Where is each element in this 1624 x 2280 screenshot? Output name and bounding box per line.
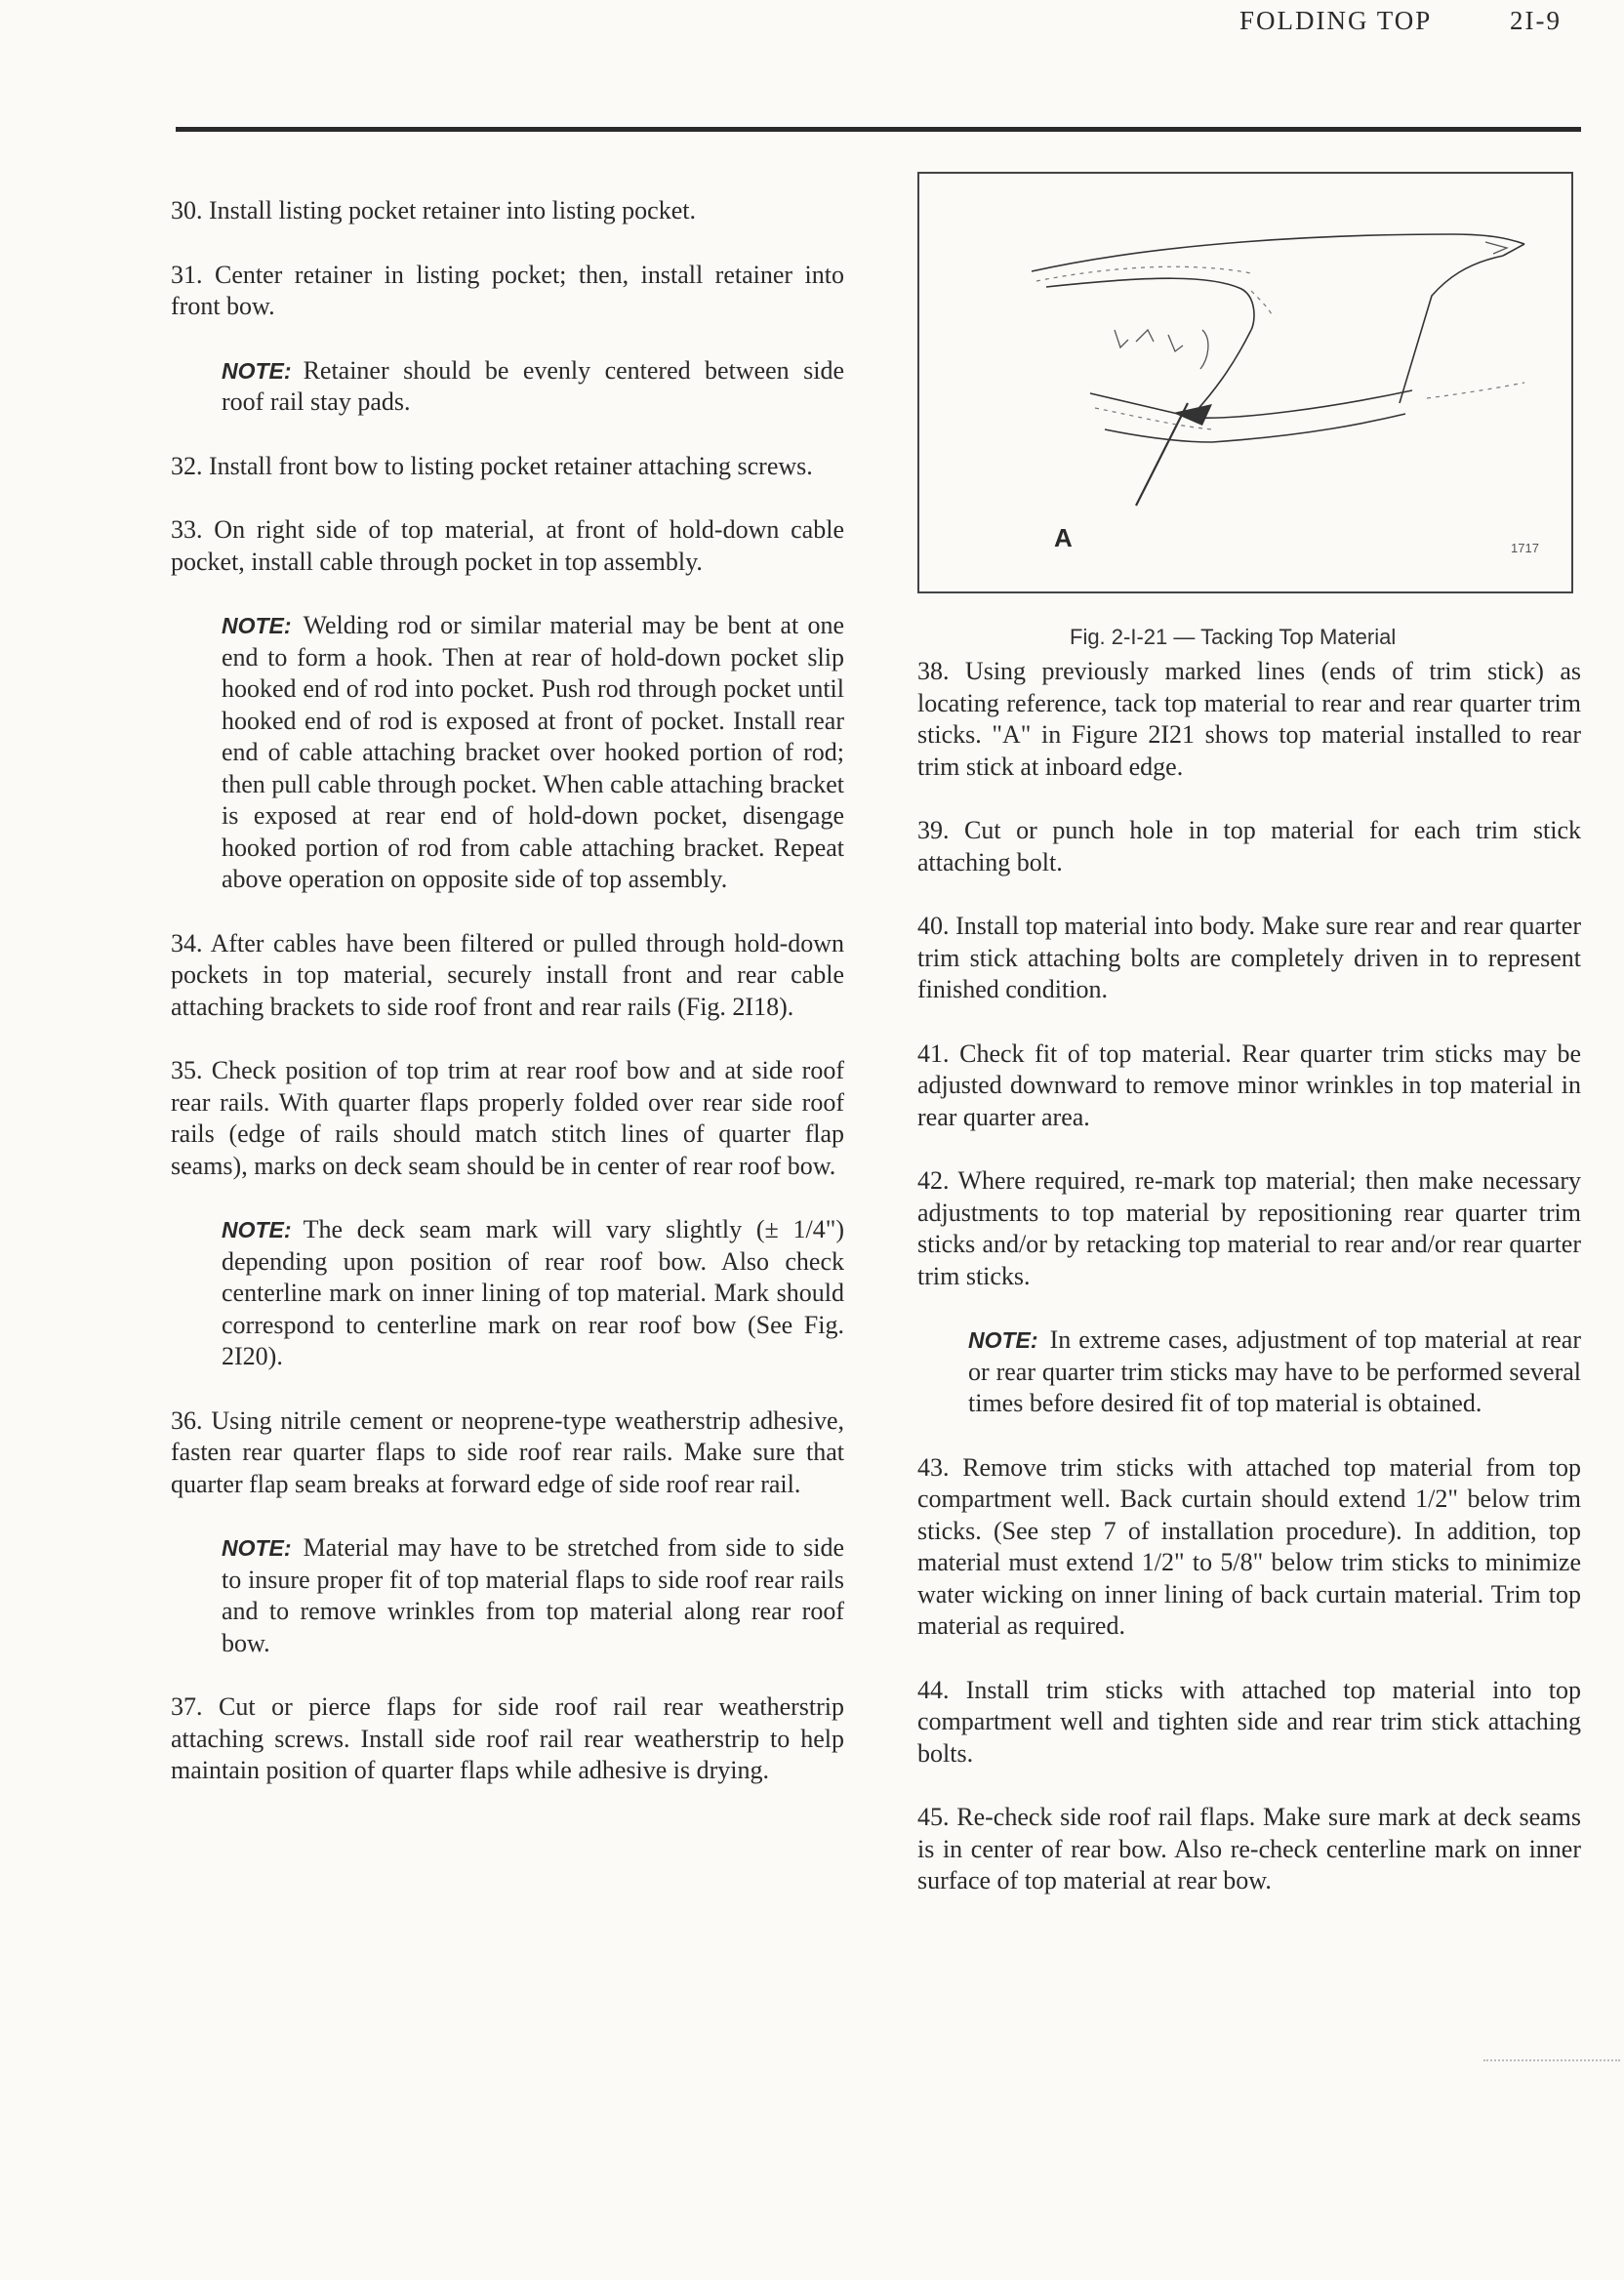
figure-caption: Fig. 2-I-21 — Tacking Top Material bbox=[1070, 625, 1397, 649]
step-41: 41. Check fit of top material. Rear quarter trim sticks may be adjusted downward to remove minor wrinkles in top material in rear quarter area. bbox=[917, 1038, 1581, 1131]
step-40: 40. Install top material into body. Make sure rear and rear quarter trim stick attaching bolts are completely driven in to represent finished condition. bbox=[917, 912, 1581, 1003]
note-extreme-cases: NOTE: In extreme cases, adjustment of top material at rear or rear quarter trim sticks may have to be performed several times before desired fit of top material is obtained. bbox=[968, 1325, 1581, 1417]
note-retainer: NOTE: Retainer should be evenly centered between side roof rail stay pads. bbox=[222, 355, 844, 416]
running-title: FOLDING TOP bbox=[1239, 6, 1433, 35]
step-31: 31. Center retainer in listing pocket; then, install retainer into front bow. bbox=[171, 260, 844, 320]
step-35: 35. Check position of top trim at rear roof bow and at side roof rear rails. With quarter flaps properly folded over rear side roof rails (edge of rails should match stitch lines of quarter flap seams), marks on deck seam should be in center of rear roof bow. bbox=[171, 1056, 844, 1180]
note-deck-seam: NOTE: The deck seam mark will vary slightly (± 1/4") depending upon position of rear roof bow. Also check centerline mark on inner lining of top material. Mark should correspond to centerline mark on rear roof bow (See Fig. 2I20). bbox=[222, 1215, 844, 1370]
scan-artifact bbox=[1483, 2059, 1620, 2064]
step-34: 34. After cables have been filtered or pulled through hold-down pockets in top material, securely install front and rear cable attaching brackets to side roof front and rear rails (Fig. 2I18). bbox=[171, 928, 844, 1021]
step-38: 38. Using previously marked lines (ends of trim stick) as locating reference, tack top material to rear and rear quarter trim sticks. "A" in Figure 2I21 shows top material installed to rear trim stick at inboard edge. bbox=[917, 657, 1581, 781]
step-33: 33. On right side of top material, at front of hold-down cable pocket, install cable through pocket in top assembly. bbox=[171, 515, 844, 576]
note-welding-rod: NOTE: Welding rod or similar material may be bent at one end to form a hook. Then at rear of hold-down pocket slip hooked end of rod into pocket. Push rod through pocket until hooked end of rod is exposed at front of pocket. Install rear end of cable attaching bracket over hooked portion of rod; then pull cable through pocket. When cable attaching bracket is exposed at rear end of hold-down pocket, disengage hooked portion of rod from cable attaching bracket. Repeat above operation on opposite side of top assembly. bbox=[222, 611, 844, 893]
note-label: NOTE: bbox=[222, 1535, 292, 1561]
step-42: 42. Where required, re-mark top material; then make necessary adjustments to top material by repositioning rear quarter trim sticks and/or by retacking top material to rear and/or rear quarter trim sticks. bbox=[917, 1166, 1581, 1290]
step-44: 44. Install trim sticks with attached top material into top compartment well and tighten side and rear trim stick attaching bolts. bbox=[917, 1675, 1581, 1768]
page-number: 2I-9 bbox=[1510, 6, 1562, 35]
figure-tacking-top-material bbox=[917, 172, 1573, 593]
note-label: NOTE: bbox=[222, 613, 292, 638]
note-label: NOTE: bbox=[222, 1217, 292, 1242]
step-37: 37. Cut or pierce flaps for side roof rail rear weatherstrip attaching screws. Install side roof rail rear weatherstrip to help maintain position of quarter flaps while adhesive is drying. bbox=[171, 1692, 844, 1784]
left-column bbox=[171, 195, 844, 1819]
step-45: 45. Re-check side roof rail flaps. Make sure mark at deck seams is in center of rear bow. Also re-check centerline mark on inner surface of top material at rear bow. bbox=[917, 1803, 1581, 1894]
step-36: 36. Using nitrile cement or neoprene-type weatherstrip adhesive, fasten rear quarter flaps to side roof rear rails. Make sure that quarter flap seam breaks at forward edge of side roof rear rail. bbox=[171, 1405, 844, 1498]
figure-number: 1717 bbox=[1511, 541, 1539, 555]
step-43: 43. Remove trim sticks with attached top material from top compartment well. Back curtain should extend 1/2" below trim sticks. (See step 7 of installation procedure). In addition, top material must extend 1/2" to 5/8" below trim sticks to minimize water wicking on inner lining of back curtain material. Trim top material as required. bbox=[917, 1452, 1581, 1640]
note-label: NOTE: bbox=[222, 357, 292, 384]
step-39: 39. Cut or punch hole in top material for each trim stick attaching bolt. bbox=[917, 816, 1581, 876]
note-material-stretch: NOTE: Material may have to be stretched from side to side to insure proper fit of top material flaps to side roof rear rails and to remove wrinkles from top material along rear roof bow. bbox=[222, 1533, 844, 1657]
right-column bbox=[917, 656, 1581, 1930]
figure-illustration bbox=[919, 174, 1571, 591]
note-label: NOTE: bbox=[968, 1327, 1038, 1353]
callout-a-label: A bbox=[1054, 523, 1073, 552]
header-rule bbox=[176, 127, 1581, 132]
step-32: 32. Install front bow to listing pocket retainer attaching screws. bbox=[171, 451, 813, 480]
step-30: 30. Install listing pocket retainer into listing pocket. bbox=[171, 196, 696, 224]
